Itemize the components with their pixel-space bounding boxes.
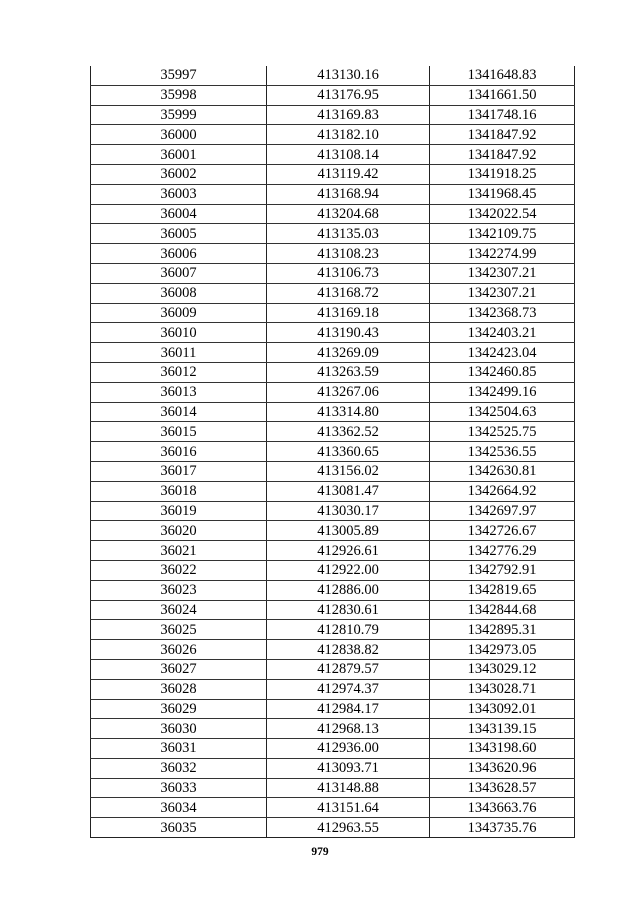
point-id-cell: 36014 bbox=[91, 402, 267, 422]
point-id-cell: 36022 bbox=[91, 560, 267, 580]
table-row bbox=[91, 699, 575, 719]
table-row bbox=[91, 442, 575, 462]
x-coordinate-cell: 412974.37 bbox=[267, 679, 430, 699]
table-row bbox=[91, 66, 575, 85]
y-coordinate-cell: 1342664.92 bbox=[430, 481, 575, 501]
y-coordinate-cell: 1342423.04 bbox=[430, 343, 575, 363]
x-coordinate-cell: 413169.83 bbox=[267, 105, 430, 125]
x-coordinate-cell: 413314.80 bbox=[267, 402, 430, 422]
table-row bbox=[91, 640, 575, 660]
y-coordinate-cell: 1342274.99 bbox=[430, 244, 575, 264]
point-id-cell: 36030 bbox=[91, 719, 267, 739]
x-coordinate-cell: 412810.79 bbox=[267, 620, 430, 640]
y-coordinate-cell: 1342726.67 bbox=[430, 521, 575, 541]
y-coordinate-cell: 1341648.83 bbox=[430, 66, 575, 85]
table-row bbox=[91, 521, 575, 541]
x-coordinate-cell: 413263.59 bbox=[267, 362, 430, 382]
x-coordinate-cell: 413130.16 bbox=[267, 66, 430, 85]
x-coordinate-cell: 413176.95 bbox=[267, 85, 430, 105]
y-coordinate-cell: 1341918.25 bbox=[430, 164, 575, 184]
point-id-cell: 36012 bbox=[91, 362, 267, 382]
coordinates-table bbox=[90, 66, 575, 838]
x-coordinate-cell: 413093.71 bbox=[267, 758, 430, 778]
table-row bbox=[91, 303, 575, 323]
point-id-cell: 35999 bbox=[91, 105, 267, 125]
table-row bbox=[91, 778, 575, 798]
x-coordinate-cell: 413148.88 bbox=[267, 778, 430, 798]
table-row bbox=[91, 580, 575, 600]
point-id-cell: 36021 bbox=[91, 541, 267, 561]
table-row bbox=[91, 145, 575, 165]
table-row bbox=[91, 164, 575, 184]
x-coordinate-cell: 412879.57 bbox=[267, 659, 430, 679]
point-id-cell: 36008 bbox=[91, 283, 267, 303]
table-row bbox=[91, 323, 575, 343]
point-id-cell: 36005 bbox=[91, 224, 267, 244]
table-row bbox=[91, 798, 575, 818]
page-number: 979 bbox=[311, 846, 329, 858]
point-id-cell: 36019 bbox=[91, 501, 267, 521]
x-coordinate-cell: 412886.00 bbox=[267, 580, 430, 600]
table-row bbox=[91, 719, 575, 739]
y-coordinate-cell: 1342697.97 bbox=[430, 501, 575, 521]
x-coordinate-cell: 412922.00 bbox=[267, 560, 430, 580]
table-row bbox=[91, 541, 575, 561]
y-coordinate-cell: 1343628.57 bbox=[430, 778, 575, 798]
y-coordinate-cell: 1342844.68 bbox=[430, 600, 575, 620]
x-coordinate-cell: 412963.55 bbox=[267, 818, 430, 838]
y-coordinate-cell: 1342525.75 bbox=[430, 422, 575, 442]
y-coordinate-cell: 1341748.16 bbox=[430, 105, 575, 125]
y-coordinate-cell: 1343198.60 bbox=[430, 739, 575, 759]
table-row bbox=[91, 481, 575, 501]
x-coordinate-cell: 413169.18 bbox=[267, 303, 430, 323]
x-coordinate-cell: 413168.94 bbox=[267, 184, 430, 204]
point-id-cell: 36016 bbox=[91, 442, 267, 462]
y-coordinate-cell: 1343620.96 bbox=[430, 758, 575, 778]
table-row bbox=[91, 461, 575, 481]
y-coordinate-cell: 1342460.85 bbox=[430, 362, 575, 382]
point-id-cell: 36027 bbox=[91, 659, 267, 679]
y-coordinate-cell: 1342819.65 bbox=[430, 580, 575, 600]
point-id-cell: 36033 bbox=[91, 778, 267, 798]
table-row bbox=[91, 224, 575, 244]
y-coordinate-cell: 1343139.15 bbox=[430, 719, 575, 739]
x-coordinate-cell: 413081.47 bbox=[267, 481, 430, 501]
point-id-cell: 36004 bbox=[91, 204, 267, 224]
x-coordinate-cell: 413135.03 bbox=[267, 224, 430, 244]
point-id-cell: 36006 bbox=[91, 244, 267, 264]
point-id-cell: 36029 bbox=[91, 699, 267, 719]
point-id-cell: 36031 bbox=[91, 739, 267, 759]
table-row bbox=[91, 204, 575, 224]
y-coordinate-cell: 1342776.29 bbox=[430, 541, 575, 561]
x-coordinate-cell: 412968.13 bbox=[267, 719, 430, 739]
point-id-cell: 36028 bbox=[91, 679, 267, 699]
x-coordinate-cell: 413030.17 bbox=[267, 501, 430, 521]
x-coordinate-cell: 412984.17 bbox=[267, 699, 430, 719]
table-row bbox=[91, 659, 575, 679]
table-row bbox=[91, 283, 575, 303]
point-id-cell: 36002 bbox=[91, 164, 267, 184]
x-coordinate-cell: 413182.10 bbox=[267, 125, 430, 145]
x-coordinate-cell: 413106.73 bbox=[267, 263, 430, 283]
table-row bbox=[91, 125, 575, 145]
x-coordinate-cell: 413360.65 bbox=[267, 442, 430, 462]
y-coordinate-cell: 1342630.81 bbox=[430, 461, 575, 481]
table-row bbox=[91, 422, 575, 442]
table-row bbox=[91, 85, 575, 105]
point-id-cell: 36013 bbox=[91, 382, 267, 402]
point-id-cell: 36015 bbox=[91, 422, 267, 442]
x-coordinate-cell: 413119.42 bbox=[267, 164, 430, 184]
y-coordinate-cell: 1343663.76 bbox=[430, 798, 575, 818]
y-coordinate-cell: 1342973.05 bbox=[430, 640, 575, 660]
table-row bbox=[91, 620, 575, 640]
point-id-cell: 36024 bbox=[91, 600, 267, 620]
table-row bbox=[91, 184, 575, 204]
x-coordinate-cell: 412830.61 bbox=[267, 600, 430, 620]
table-row bbox=[91, 343, 575, 363]
point-id-cell: 36007 bbox=[91, 263, 267, 283]
x-coordinate-cell: 413168.72 bbox=[267, 283, 430, 303]
y-coordinate-cell: 1343092.01 bbox=[430, 699, 575, 719]
y-coordinate-cell: 1342109.75 bbox=[430, 224, 575, 244]
x-coordinate-cell: 413151.64 bbox=[267, 798, 430, 818]
point-id-cell: 35997 bbox=[91, 66, 267, 85]
table-row bbox=[91, 739, 575, 759]
table-row bbox=[91, 560, 575, 580]
x-coordinate-cell: 412936.00 bbox=[267, 739, 430, 759]
point-id-cell: 36009 bbox=[91, 303, 267, 323]
y-coordinate-cell: 1342368.73 bbox=[430, 303, 575, 323]
y-coordinate-cell: 1343029.12 bbox=[430, 659, 575, 679]
table-row bbox=[91, 679, 575, 699]
y-coordinate-cell: 1342307.21 bbox=[430, 283, 575, 303]
y-coordinate-cell: 1342504.63 bbox=[430, 402, 575, 422]
y-coordinate-cell: 1342536.55 bbox=[430, 442, 575, 462]
point-id-cell: 36023 bbox=[91, 580, 267, 600]
x-coordinate-cell: 412838.82 bbox=[267, 640, 430, 660]
point-id-cell: 36020 bbox=[91, 521, 267, 541]
x-coordinate-cell: 413190.43 bbox=[267, 323, 430, 343]
y-coordinate-cell: 1341661.50 bbox=[430, 85, 575, 105]
x-coordinate-cell: 413108.23 bbox=[267, 244, 430, 264]
table-row bbox=[91, 382, 575, 402]
point-id-cell: 36026 bbox=[91, 640, 267, 660]
x-coordinate-cell: 413204.68 bbox=[267, 204, 430, 224]
point-id-cell: 36034 bbox=[91, 798, 267, 818]
x-coordinate-cell: 413267.06 bbox=[267, 382, 430, 402]
point-id-cell: 36035 bbox=[91, 818, 267, 838]
y-coordinate-cell: 1343028.71 bbox=[430, 679, 575, 699]
y-coordinate-cell: 1341847.92 bbox=[430, 145, 575, 165]
table-row bbox=[91, 501, 575, 521]
point-id-cell: 36010 bbox=[91, 323, 267, 343]
x-coordinate-cell: 413269.09 bbox=[267, 343, 430, 363]
table-row bbox=[91, 402, 575, 422]
table-row bbox=[91, 244, 575, 264]
point-id-cell: 36017 bbox=[91, 461, 267, 481]
table-row bbox=[91, 600, 575, 620]
point-id-cell: 36000 bbox=[91, 125, 267, 145]
coordinates-table-body bbox=[91, 66, 575, 838]
y-coordinate-cell: 1342895.31 bbox=[430, 620, 575, 640]
x-coordinate-cell: 413005.89 bbox=[267, 521, 430, 541]
table-row bbox=[91, 362, 575, 382]
x-coordinate-cell: 413108.14 bbox=[267, 145, 430, 165]
point-id-cell: 36011 bbox=[91, 343, 267, 363]
x-coordinate-cell: 413362.52 bbox=[267, 422, 430, 442]
y-coordinate-cell: 1342403.21 bbox=[430, 323, 575, 343]
point-id-cell: 36003 bbox=[91, 184, 267, 204]
table-row bbox=[91, 105, 575, 125]
x-coordinate-cell: 413156.02 bbox=[267, 461, 430, 481]
point-id-cell: 36032 bbox=[91, 758, 267, 778]
point-id-cell: 36025 bbox=[91, 620, 267, 640]
y-coordinate-cell: 1342022.54 bbox=[430, 204, 575, 224]
x-coordinate-cell: 412926.61 bbox=[267, 541, 430, 561]
y-coordinate-cell: 1342792.91 bbox=[430, 560, 575, 580]
y-coordinate-cell: 1341968.45 bbox=[430, 184, 575, 204]
y-coordinate-cell: 1342307.21 bbox=[430, 263, 575, 283]
point-id-cell: 36001 bbox=[91, 145, 267, 165]
y-coordinate-cell: 1342499.16 bbox=[430, 382, 575, 402]
y-coordinate-cell: 1343735.76 bbox=[430, 818, 575, 838]
table-row bbox=[91, 818, 575, 838]
point-id-cell: 36018 bbox=[91, 481, 267, 501]
table-row bbox=[91, 758, 575, 778]
point-id-cell: 35998 bbox=[91, 85, 267, 105]
table-row bbox=[91, 263, 575, 283]
y-coordinate-cell: 1341847.92 bbox=[430, 125, 575, 145]
